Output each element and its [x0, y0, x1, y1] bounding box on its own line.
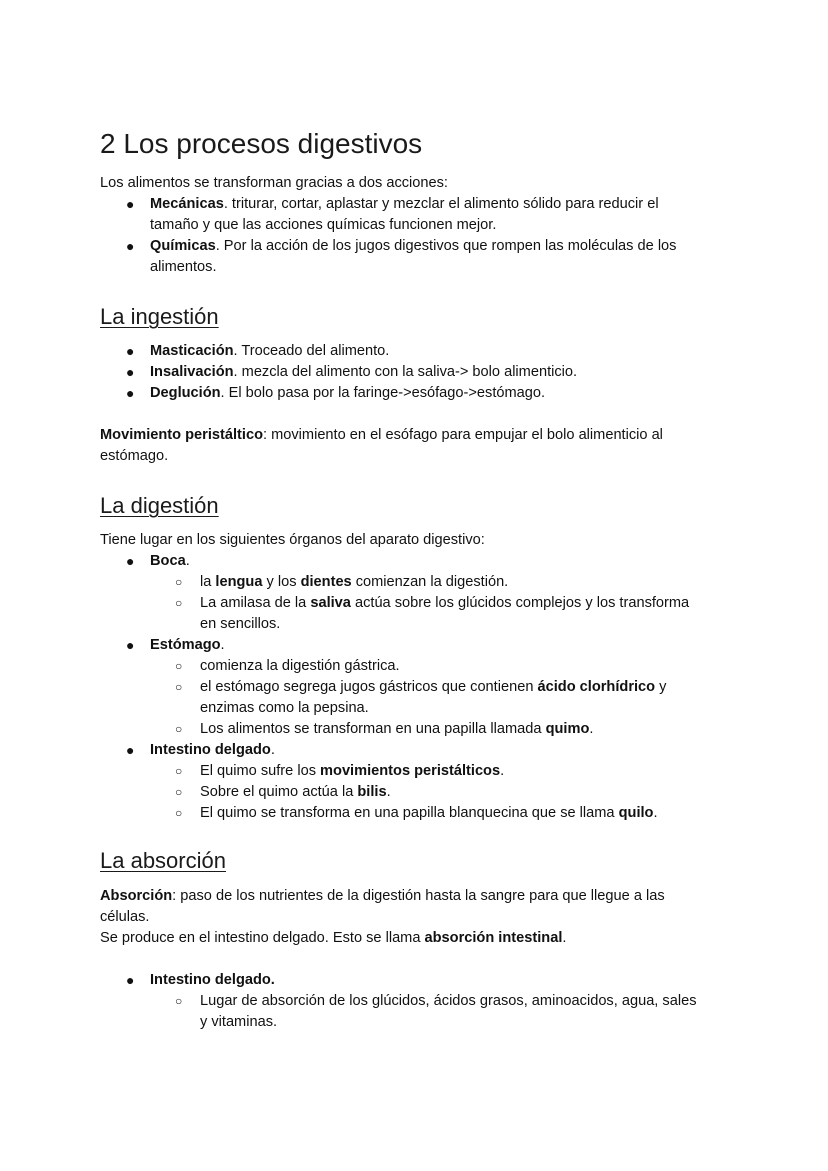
bullet-disc: ● — [126, 972, 135, 988]
peristaltico-paragraph-cont: estómago. — [100, 448, 169, 464]
text: . — [589, 721, 594, 737]
bullet-disc: ● — [126, 364, 135, 380]
text: Sobre el quimo actúa la — [200, 784, 358, 800]
term: Masticación — [150, 343, 234, 359]
bullet-circle: ○ — [175, 722, 183, 736]
term-intestino: Intestino delgado — [150, 742, 271, 758]
term: Insalivación — [150, 364, 234, 380]
term-peristaltico: Movimiento peristáltico — [100, 427, 263, 443]
bullet-disc: ● — [126, 553, 135, 569]
sub-item — [200, 572, 508, 593]
peristaltico-paragraph — [100, 425, 663, 446]
list-item-quimicas — [150, 236, 676, 257]
sub-item — [200, 761, 504, 782]
text: el estómago segrega jugos gástricos que contienen — [200, 679, 538, 695]
list-item-boca — [150, 551, 190, 572]
bullet-disc: ● — [126, 385, 135, 401]
bullet-circle: ○ — [175, 994, 183, 1008]
text: . — [500, 763, 505, 779]
text: Los alimentos se transforman en una papilla llamada — [200, 721, 546, 737]
text: . — [386, 784, 391, 800]
text: . Por la acción de los jugos digestivos que rompen las moléculas de los — [215, 238, 677, 254]
text: Se produce en el intestino delgado. Esto se llama — [100, 930, 425, 946]
term: quilo — [618, 805, 654, 821]
text: : paso de los nutrientes de la digestión hasta la sangre para que llegue a las — [172, 888, 665, 904]
bullet-circle: ○ — [175, 764, 183, 778]
text: . triturar, cortar, aplastar y mezclar el alimento sólido para reducir el — [223, 196, 659, 212]
text: : movimiento en el esófago para empujar el bolo alimenticio al — [263, 427, 663, 443]
list-item-masticacion — [150, 341, 389, 362]
heading-digestion: La digestión — [100, 493, 219, 518]
sub-item — [200, 782, 391, 803]
bullet-disc: ● — [126, 343, 135, 359]
list-item-deglucion — [150, 383, 545, 404]
text: . — [562, 930, 567, 946]
bullet-circle: ○ — [175, 596, 183, 610]
sub-item: comienza la digestión gástrica. — [200, 658, 400, 674]
term-quimicas: Químicas — [150, 238, 216, 254]
text: El quimo se transforma en una papilla blanquecina que se llama — [200, 805, 619, 821]
heading-ingestion: La ingestión — [100, 304, 219, 329]
absorcion-definition — [100, 886, 665, 907]
sub-item-cont: en sencillos. — [200, 616, 281, 632]
list-item-estomago — [150, 635, 225, 656]
list-item-mecanicas-cont: tamaño y que las acciones químicas funcionen mejor. — [150, 217, 497, 233]
text: El quimo sufre los — [200, 763, 321, 779]
text: y — [655, 679, 667, 695]
sub-item: Lugar de absorción de los glúcidos, ácidos grasos, aminoacidos, agua, sales — [200, 993, 697, 1009]
text: . — [220, 637, 225, 653]
term: Deglución — [150, 385, 221, 401]
term: ácido clorhídrico — [537, 679, 656, 695]
sub-item-cont: y vitaminas. — [200, 1014, 278, 1030]
sub-item — [200, 803, 658, 824]
text: y los — [262, 574, 301, 590]
sub-item — [200, 593, 689, 614]
absorcion-produce — [100, 928, 566, 949]
bullet-circle: ○ — [175, 785, 183, 799]
term: bilis — [357, 784, 387, 800]
text: comienzan la digestión. — [351, 574, 509, 590]
bullet-disc: ● — [126, 238, 135, 254]
text: La amilasa de la — [200, 595, 311, 611]
sub-item — [200, 677, 666, 698]
text: . El bolo pasa por la faringe->esófago->estómago. — [220, 385, 546, 401]
list-item-intestino-absorcion: Intestino delgado. — [150, 972, 275, 988]
bullet-circle: ○ — [175, 680, 183, 694]
text: . — [270, 742, 275, 758]
text: . Troceado del alimento. — [233, 343, 390, 359]
term-absorcion: Absorción — [100, 888, 173, 904]
list-item-insalivacion — [150, 362, 577, 383]
term-estomago: Estómago — [150, 637, 221, 653]
list-item-quimicas-cont: alimentos. — [150, 259, 217, 275]
bullet-circle: ○ — [175, 806, 183, 820]
bullet-circle: ○ — [175, 659, 183, 673]
text: . mezcla del alimento con la saliva-> bolo alimenticio. — [233, 364, 578, 380]
sub-item — [200, 719, 593, 740]
bullet-circle: ○ — [175, 575, 183, 589]
absorcion-definition-cont: células. — [100, 909, 150, 925]
term: absorción intestinal — [424, 930, 563, 946]
term: lengua — [215, 574, 263, 590]
text: . — [653, 805, 658, 821]
term: dientes — [300, 574, 352, 590]
term: movimientos peristálticos — [320, 763, 501, 779]
text: la — [200, 574, 216, 590]
heading-absorcion: La absorción — [100, 848, 226, 873]
bullet-disc: ● — [126, 742, 135, 758]
bullet-disc: ● — [126, 637, 135, 653]
bullet-disc: ● — [126, 196, 135, 212]
page-title: 2 Los procesos digestivos — [100, 128, 423, 159]
term-boca: Boca — [150, 553, 186, 569]
term: quimo — [545, 721, 590, 737]
intro-text: Los alimentos se transforman gracias a dos acciones: — [100, 175, 448, 191]
list-item-intestino — [150, 740, 275, 761]
text: actúa sobre los glúcidos complejos y los transforma — [350, 595, 690, 611]
term: saliva — [310, 595, 351, 611]
text: . — [185, 553, 190, 569]
list-item-mecanicas — [150, 194, 659, 215]
term-mecanicas: Mecánicas — [150, 196, 224, 212]
sub-item-cont: enzimas como la pepsina. — [200, 700, 369, 716]
digestion-intro: Tiene lugar en los siguientes órganos del aparato digestivo: — [100, 532, 485, 548]
